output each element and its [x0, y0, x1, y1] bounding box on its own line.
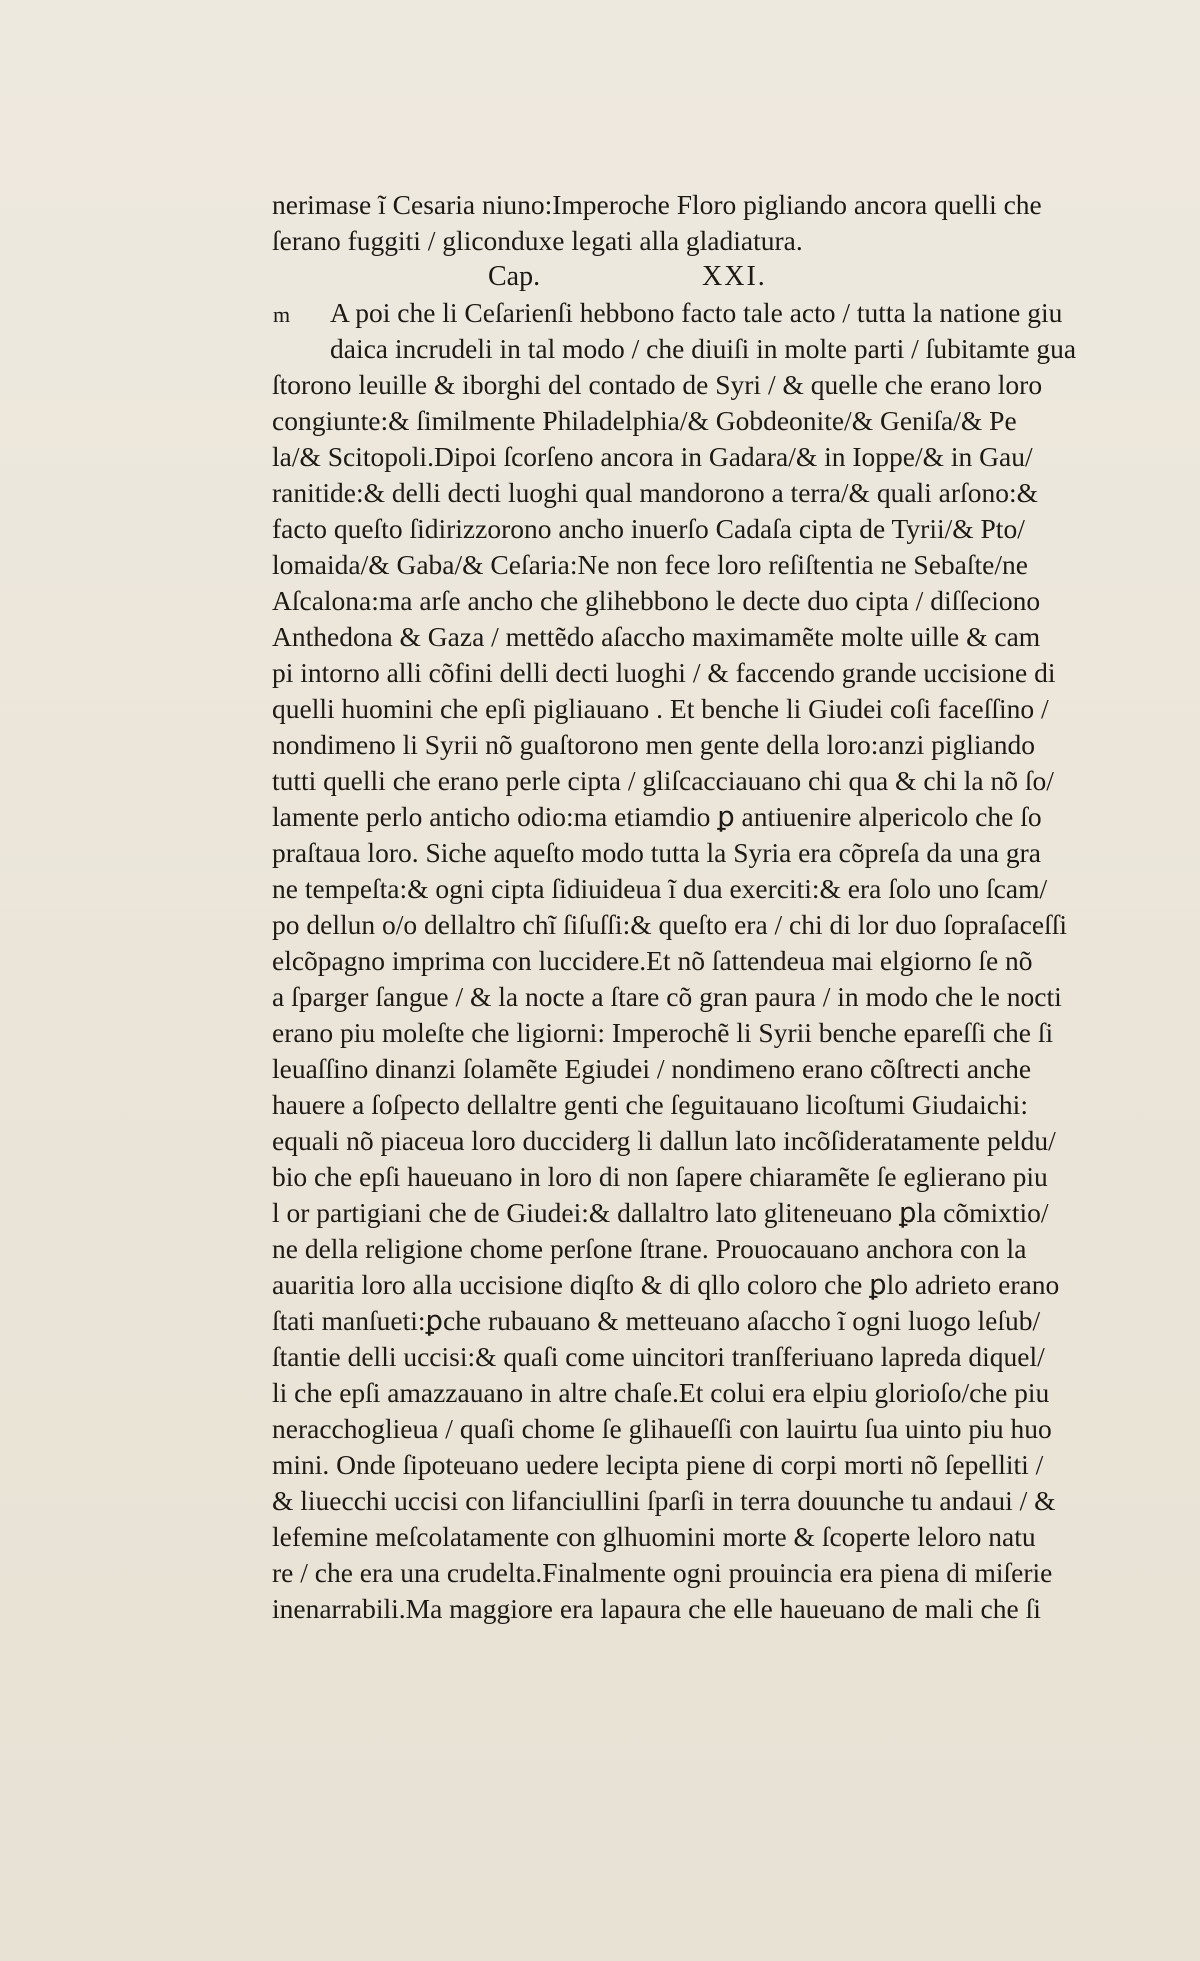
text-line: neracchoglieua / quaſi chome ſe glihaueſſi con lauirtu ſua uinto piu huo — [272, 1413, 1052, 1444]
text-line: Aſcalona:ma arſe ancho che glihebbono le decte duo cipta / diſſeciono — [272, 585, 1041, 616]
text-line: erano piu moleſte che ligiorni: Imperochẽ li Syrii benche epareſſi che ſi — [272, 1017, 1054, 1048]
text-line: elcõpagno imprima con luccidere.Et nõ ſattendeua mai elgiorno ſe nõ — [272, 945, 1033, 976]
text-block — [272, 187, 1142, 1627]
text-line: daica incrudeli in tal modo / che diuiſi in molte parti / ſubitamte gua — [330, 333, 1077, 364]
text-line: li che epſi amazzauano in altre chaſe.Et colui era elpiu glorioſo/che piu — [272, 1377, 1050, 1408]
text-line: tutti quelli che erano perle cipta / gliſcacciauano chi qua & chi la nõ ſo/ — [272, 765, 1054, 796]
text-line: A poi che li Ceſarienſi hebbono facto tale acto / tutta la natione giu — [330, 297, 1063, 328]
text-line: lefemine meſcolatamente con glhuomini morte & ſcoperte leloro natu — [272, 1521, 1036, 1552]
text-line: & liuecchi uccisi con lifanciullini ſparſi in terra douunche tu andaui / & — [272, 1485, 1056, 1516]
text-line: mini. Onde ſipoteuano uedere lecipta piene di corpi morti nõ ſepelliti / — [272, 1449, 1044, 1480]
text-line: auaritia loro alla uccisione diqſto & di qllo coloro che ꝑlo adrieto erano — [272, 1269, 1060, 1300]
text-line: ranitide:& delli decti luoghi qual mandorono a terra/& quali arſono:& — [272, 477, 1038, 508]
text-line: hauere a ſoſpecto dellaltre genti che ſeguitauano licoſtumi Giudaichi: — [272, 1089, 1028, 1120]
text-line: nerimase ĩ Cesaria niuno:Imperoche Floro pigliando ancora quelli che — [272, 189, 1042, 220]
text-line: lomaida/& Gaba/& Ceſaria:Ne non fece loro reſiſtentia ne Sebaſte/ne — [272, 549, 1028, 580]
chapter-heading — [272, 259, 1142, 295]
text-line: nondimeno li Syrii nõ guaſtorono men gente della loro:anzi pigliando — [272, 729, 1035, 760]
text-line: la/& Scitopoli.Dipoi ſcorſeno ancora in Gadara/& in Ioppe/& in Gau/ — [272, 441, 1033, 472]
text-line: pi intorno alli cõfini delli decti luoghi / & faccendo grande uccisione di — [272, 657, 1056, 688]
text-line: re / che era una crudelta.Finalmente ogni prouincia era piena di miſerie — [272, 1557, 1053, 1588]
text-line: ſerano fuggiti / gliconduxe legati alla gladiatura. — [272, 225, 803, 256]
text-line: praſtaua loro. Siche aqueſto modo tutta la Syria era cõpreſa da una gra — [272, 837, 1041, 868]
chapter-number: XXI. — [702, 261, 767, 292]
text-line: ſtorono leuille & iborghi del contado de Syri / & quelle che erano loro — [272, 369, 1043, 400]
text-line: facto queſto ſidirizzorono ancho inuerſo Cadaſa cipta de Tyrii/& Pto/ — [272, 513, 1025, 544]
text-line: lamente perlo anticho odio:ma etiamdio ꝑ antiuenire alpericolo che ſo — [272, 801, 1042, 832]
text-line: l or partigiani che de Giudei:& dallaltro lato gliteneuano ꝑla cõmixtio/ — [272, 1197, 1049, 1228]
text-line: quelli huomini che epſi pigliauano . Et benche li Giudei coſi faceſſino / — [272, 693, 1049, 724]
text-line: inenarrabili.Ma maggiore era lapaura che elle haueuano de mali che ſi — [272, 1593, 1041, 1624]
text-line: Anthedona & Gaza / mettẽdo aſaccho maximamẽte molte uille & cam — [272, 621, 1041, 652]
marginal-note: m — [273, 302, 291, 327]
text-line: ſtantie delli uccisi:& quaſi come uincitori tranſferiuano lapreda diquel/ — [272, 1341, 1045, 1372]
text-line: congiunte:& ſimilmente Philadelphia/& Gobdeonite/& Geniſa/& Pe — [272, 405, 1017, 436]
text-line: a ſparger ſangue / & la nocte a ſtare cõ gran paura / in modo che le nocti — [272, 981, 1062, 1012]
text-line: ſtati manſueti:ꝑche rubauano & metteuano aſaccho ĩ ogni luogo leſub/ — [272, 1305, 1041, 1336]
text-line: ne tempeſta:& ogni cipta ſidiuideua ĩ dua exerciti:& era ſolo uno ſcam/ — [272, 873, 1048, 904]
text-line: ne della religione chome perſone ſtrane. Prouocauano anchora con la — [272, 1233, 1027, 1264]
text-line: leuaſſino dinanzi ſolamẽte Egiudei / nondimeno erano cõſtrecti anche — [272, 1053, 1032, 1084]
text-line: po dellun o/o dellaltro chĩ ſiſuſſi:& queſto era / chi di lor duo ſopraſaceſſi — [272, 909, 1068, 940]
text-line: equali nõ piaceua loro ducciderg li dallun lato incõſideratamente peldu/ — [272, 1125, 1056, 1156]
text-line: bio che epſi haueuano in loro di non ſapere chiaramẽte ſe eglierano piu — [272, 1161, 1048, 1192]
chapter-label: Cap. — [488, 261, 541, 292]
